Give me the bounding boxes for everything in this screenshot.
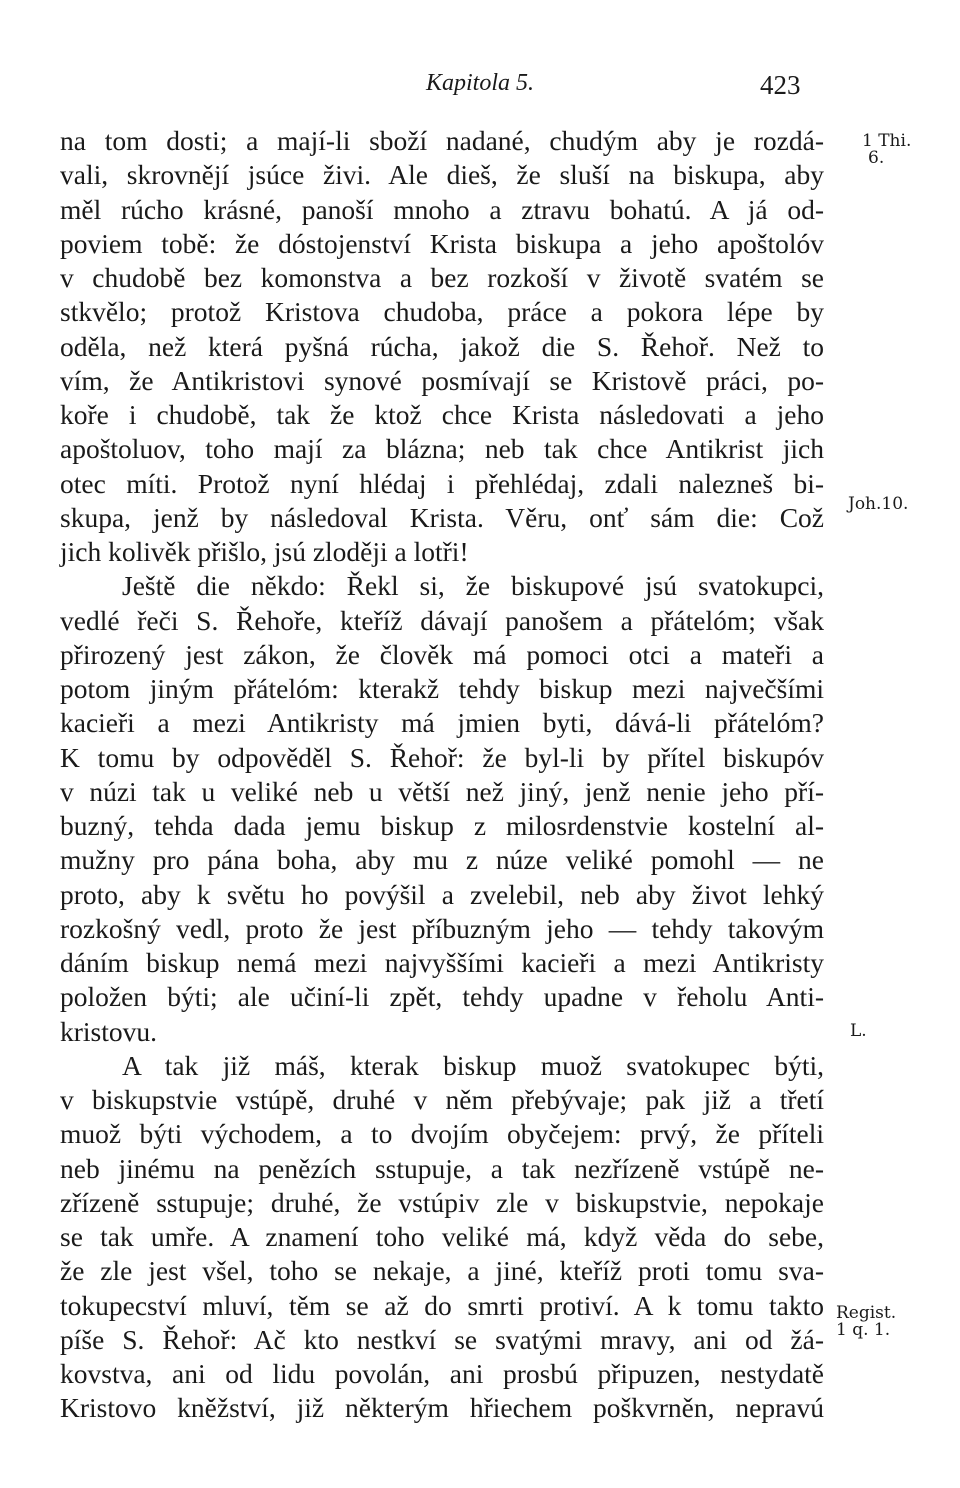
text-line: buzný, tehda dada jemu biskup z milosrdenstvie kostelní al-: [60, 810, 824, 841]
text-line: se tak umře. A znamení toho veliké má, když věda do sebe,: [60, 1221, 824, 1252]
text-line: K tomu by odpověděl S. Řehoř: že byl-li by přítel biskupóv: [60, 741, 824, 773]
text-line: Kristovo kněžství, již některým hřiechem poškvrněn, nepravú: [60, 1392, 824, 1424]
text-line: vedlé řeči S. Řehoře, kteříž dávají panošem a přátelóm; však: [60, 604, 824, 636]
text-line: přirozený jest zákon, že člověk má pomoci otci a mateři a: [60, 638, 824, 670]
text-line: potom jiným přátelóm: kterakž tehdy biskup mezi največšími: [60, 673, 824, 704]
text-line: mužny pro pána boha, aby mu z núze veliké pomohl — ne: [60, 844, 824, 876]
text-line: poviem tobě: že dóstojenství Krista biskupa a jeho apoštolóv: [60, 227, 824, 259]
running-title: Kapitola 5.: [425, 70, 534, 96]
margin-note-regist-ref: 1 q. 1.: [836, 1320, 891, 1340]
text-line: kovstva, ani od lidu povolán, ani prosbú připuzen, nestydatě: [60, 1358, 824, 1389]
text-line: proto, aby k světu ho povýšil a zvelebil, neb aby život lehký: [60, 878, 824, 910]
text-line: apoštoluov, toho mají za blázna; neb tak chce Antikrist jich: [60, 433, 824, 465]
margin-note-joh: Joh.10.: [848, 494, 909, 514]
text-line: kristovu.: [60, 1015, 158, 1047]
text-line: neb jinému na penězích sstupuje, a tak nezřízeně vstúpě ne-: [60, 1152, 824, 1184]
text-line: dáním biskup nemá mezi najvyššími kacieři a mezi Antikristy: [60, 947, 824, 978]
text-line: v chudobě bez komonstva a bez rozkoší v životě svatém se: [60, 262, 824, 293]
text-line: skupa, jenž by následoval Krista. Věru, onť sám die: Což: [60, 501, 824, 533]
text-line: oděla, než která pyšná rúcha, jakož die S. Řehoř. Než to: [60, 330, 824, 362]
text-line: muož býti východem, a to dvojím obyčejem: prvý, že příteli: [60, 1118, 824, 1150]
text-line: v biskupstvie vstúpě, druhé v něm přebývaje; pak již a třetí: [60, 1084, 824, 1115]
margin-note-thi: 1 Thi.: [862, 131, 912, 151]
text-line: na tom dosti; a mají-li sboží nadané, chudým aby je rozdá-: [60, 125, 824, 156]
text-line: položen býti; ale učiní-li zpět, tehdy upadne v řeholu Anti-: [60, 981, 824, 1013]
text-line: kacieři a mezi Antikristy má jmien byti, dává-li přátelóm?: [60, 707, 824, 739]
text-line: vím, že Antikristovi synové posmívají se Kristově práci, po-: [60, 364, 824, 396]
text-line: A tak již máš, kterak biskup muož svatokupec býti,: [122, 1049, 824, 1081]
text-line: v núzi tak u veliké neb u větší než jiný, jenž nenie jeho pří-: [60, 775, 824, 807]
text-line: rozkošný vedl, proto že jest příbuzným jeho — tehdy takovým: [60, 912, 824, 944]
text-line: měl rúcho krásné, panoší mnoho a ztravu bohatú. A já od-: [60, 193, 824, 225]
body-text: [60, 124, 824, 1426]
text-line: píše S. Řehoř: Ač kto nestkví se svatými mravy, ani od žá-: [60, 1323, 824, 1355]
text-line: tokupecství mluví, těm se až do smrti protiví. A k tomu takto: [60, 1289, 824, 1321]
margin-note-regist: Regist.: [836, 1303, 897, 1323]
text-line: že zle jest všel, toho se nekaje, a jiné, kteříž proti tomu sva-: [60, 1255, 824, 1287]
margin-note-thi-chapter: 6.: [868, 148, 885, 168]
text-line: koře i chudobě, tak že ktož chce Krista následovati a jeho: [60, 399, 824, 430]
page-number: 423: [760, 70, 801, 100]
text-line: stkvělo; protož Kristova chudoba, práce a pokora lépe by: [60, 296, 824, 328]
text-line: zřízeně sstupuje; druhé, že vstúpiv zle v biskupstvie, nepokaje: [60, 1186, 824, 1218]
text-line: Ještě die někdo: Řekl si, že biskupové jsú svatokupci,: [122, 570, 824, 602]
text-line: jich kolivěk přišlo, jsú zloději a lotři!: [60, 536, 469, 567]
text-line: otec míti. Protož nyní hlédaj i přehlédaj, zdali nalezneš bi-: [60, 467, 824, 499]
margin-note-l: L.: [850, 1021, 867, 1041]
text-line: vali, skrovnějí jsúce živi. Ale dieš, že sluší na biskupa, aby: [60, 159, 824, 191]
